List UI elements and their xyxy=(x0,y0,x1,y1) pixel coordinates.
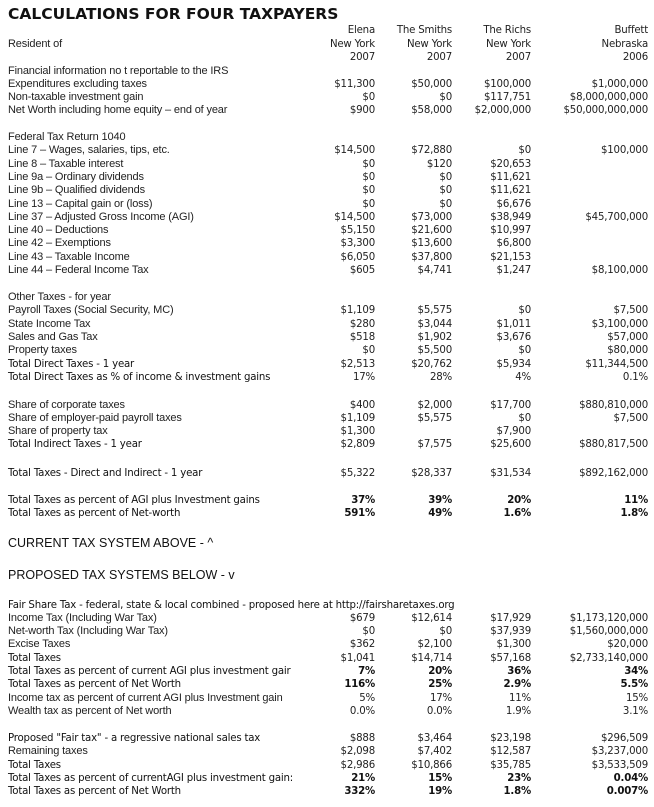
table-row xyxy=(0,759,654,772)
cell-col-2: $10,997 xyxy=(490,225,531,237)
row-label: Total Taxes xyxy=(8,759,61,771)
cell-col-3: $892,162,000 xyxy=(579,468,648,479)
row-label: Share of property tax xyxy=(8,425,108,438)
cell-col-2: $37,939 xyxy=(490,626,531,638)
table-row xyxy=(0,785,654,798)
cell-col-3: 1.8% xyxy=(620,508,648,519)
cell-col-2: $21,153 xyxy=(490,251,531,263)
cell-col-1: $7,575 xyxy=(417,439,452,451)
row-label: Total Direct Taxes - 1 year xyxy=(8,358,135,370)
table-row xyxy=(0,652,654,665)
cell-col-0: $14,500 xyxy=(334,145,375,157)
cell-col-0: 37% xyxy=(351,494,375,506)
cell-col-1: $2,000 xyxy=(417,399,452,411)
table-row xyxy=(0,104,654,117)
cell-col-2: $25,600 xyxy=(490,439,531,451)
row-label: Share of corporate taxes xyxy=(8,398,125,411)
cell-col-2: $100,000 xyxy=(483,78,531,90)
row-label: Other Taxes - for year xyxy=(8,291,111,303)
table-row xyxy=(0,638,654,651)
cell-col-1: $73,000 xyxy=(411,211,452,223)
cell-col-3: $7,500 xyxy=(613,412,648,424)
cell-col-2: 20% xyxy=(507,494,531,506)
row-label: Share of employer-paid payroll taxes xyxy=(8,411,182,424)
row-label: Line 42 – Exemptions xyxy=(8,237,111,250)
row-label: Income Tax (Including War Tax) xyxy=(8,611,157,624)
taxpayer-year: 2006 xyxy=(622,52,648,63)
page-title: CALCULATIONS FOR FOUR TAXPAYERS xyxy=(8,5,339,23)
cell-col-0: $0 xyxy=(362,198,375,210)
cell-col-3: $50,000,000,000 xyxy=(563,105,648,117)
table-row xyxy=(0,412,654,425)
cell-col-2: $31,534 xyxy=(490,468,531,479)
cell-col-2: 1.9% xyxy=(505,705,531,717)
cell-col-0: $900 xyxy=(349,105,375,117)
table-row xyxy=(0,91,654,104)
cell-col-1: 25% xyxy=(428,679,452,691)
cell-col-1: $13,600 xyxy=(411,238,452,250)
cell-col-1: 20% xyxy=(428,666,452,677)
table-row xyxy=(0,198,654,211)
row-label: Line 40 – Deductions xyxy=(8,224,109,237)
cell-col-3: $2,733,140,000 xyxy=(569,652,648,664)
cell-col-2: 1.8% xyxy=(503,786,531,798)
cell-col-1: $21,600 xyxy=(411,225,452,237)
taxpayer-name: Elena xyxy=(347,25,375,36)
row-label: Total Indirect Taxes - 1 year xyxy=(8,439,142,451)
cell-col-3: $80,000 xyxy=(607,345,648,357)
row-label: Net Worth including home equity – end of year xyxy=(8,104,228,117)
cell-col-3: 5.5% xyxy=(620,679,648,691)
cell-col-1: $58,000 xyxy=(411,105,452,117)
cell-col-3: 0.1% xyxy=(622,371,648,383)
table-row xyxy=(0,331,654,344)
cell-col-1: 0.0% xyxy=(426,705,452,717)
taxpayer-year: 2007 xyxy=(349,52,375,63)
row-label: Total Taxes as percent of current AGI plus investment gair xyxy=(8,666,291,677)
taxpayer-name: The Richs xyxy=(483,25,531,36)
cell-col-1: 15% xyxy=(428,772,452,784)
cell-col-0: $362 xyxy=(349,639,375,651)
cell-col-1: $20,762 xyxy=(411,358,452,370)
cell-col-0: $888 xyxy=(349,733,375,744)
row-label: Excise Taxes xyxy=(8,638,71,651)
cell-col-2: 11% xyxy=(508,692,531,704)
table-row xyxy=(0,264,654,277)
cell-col-3: 3.1% xyxy=(622,705,648,717)
cell-col-3: $100,000 xyxy=(600,145,648,157)
table-row xyxy=(0,318,654,331)
cell-col-2: $1,247 xyxy=(496,265,531,276)
table-row xyxy=(0,745,654,758)
row-label: Payroll Taxes (Social Security, MC) xyxy=(8,304,174,317)
cell-col-0: $0 xyxy=(362,158,375,170)
cell-col-0: $1,109 xyxy=(340,412,375,424)
table-row xyxy=(0,184,654,197)
cell-col-0: $679 xyxy=(349,612,375,624)
cell-col-0: $0 xyxy=(362,345,375,357)
cell-col-0: $2,986 xyxy=(340,759,375,771)
table-row xyxy=(0,158,654,171)
cell-col-0: $2,098 xyxy=(340,746,375,758)
current-system-note: CURRENT TAX SYSTEM ABOVE - ^ xyxy=(8,536,214,550)
cell-col-3: 34% xyxy=(624,666,648,677)
section-heading xyxy=(0,65,654,78)
cell-col-3: $880,810,000 xyxy=(579,399,648,411)
cell-col-0: 5% xyxy=(359,692,375,704)
table-row xyxy=(0,237,654,250)
cell-col-1: $3,044 xyxy=(417,318,452,330)
cell-col-1: $0 xyxy=(439,198,452,210)
section-heading xyxy=(0,131,654,144)
cell-col-0: $3,300 xyxy=(340,238,375,250)
cell-col-1: $37,800 xyxy=(411,251,452,263)
table-row xyxy=(0,692,654,705)
cell-col-1: $5,575 xyxy=(417,412,452,424)
cell-col-3: $3,533,509 xyxy=(591,759,648,771)
cell-col-2: $11,621 xyxy=(490,185,531,197)
cell-col-2: $12,587 xyxy=(490,746,531,758)
cell-col-1: 28% xyxy=(429,371,452,383)
cell-col-2: $1,011 xyxy=(496,318,531,330)
row-label: Line 9b – Qualified dividends xyxy=(8,184,145,197)
table-row xyxy=(0,705,654,718)
row-label: Line 37 – Adjusted Gross Income (AGI) xyxy=(8,210,194,223)
cell-col-0: $400 xyxy=(349,399,375,411)
cell-col-0: $518 xyxy=(349,331,375,343)
cell-col-2: 23% xyxy=(507,772,531,784)
cell-col-1: 17% xyxy=(429,692,452,704)
table-row xyxy=(0,425,654,438)
cell-col-1: $50,000 xyxy=(411,78,452,90)
cell-col-0: $6,050 xyxy=(340,251,375,263)
row-label: Sales and Gas Tax xyxy=(8,330,98,343)
cell-col-3: $1,560,000,000 xyxy=(569,626,648,638)
row-label: Line 8 – Taxable interest xyxy=(8,157,124,170)
cell-col-2: 4% xyxy=(515,371,531,383)
cell-col-1: $12,614 xyxy=(411,612,452,624)
cell-col-1: $72,880 xyxy=(411,145,452,157)
cell-col-2: $57,168 xyxy=(490,652,531,664)
row-label: Property taxes xyxy=(8,344,77,357)
cell-col-3: $11,344,500 xyxy=(585,358,648,370)
cell-col-0: $605 xyxy=(349,265,375,276)
table-row xyxy=(0,772,654,785)
cell-col-2: $35,785 xyxy=(490,759,531,771)
table-row xyxy=(0,507,654,520)
header-years xyxy=(0,51,654,64)
cell-col-3: $1,000,000 xyxy=(591,78,648,90)
taxpayer-name: Buffett xyxy=(614,25,648,36)
cell-col-1: $2,100 xyxy=(417,639,452,651)
row-label: Financial information no t reportable to the IRS xyxy=(8,64,229,77)
cell-col-3: $45,700,000 xyxy=(585,211,648,223)
table-row xyxy=(0,665,654,678)
row-label: Non-taxable investment gain xyxy=(8,91,144,104)
cell-col-0: $0 xyxy=(362,92,375,104)
row-label: Line 13 – Capital gain or (loss) xyxy=(8,197,153,210)
cell-col-1: $1,902 xyxy=(417,331,452,343)
cell-col-1: $0 xyxy=(439,92,452,104)
cell-col-3: $1,173,120,000 xyxy=(569,612,648,624)
row-label: Total Taxes as percent of currentAGI plus investment gain: xyxy=(8,772,294,784)
cell-col-0: $1,041 xyxy=(340,652,375,664)
table-row xyxy=(0,358,654,371)
cell-col-0: $1,109 xyxy=(340,305,375,317)
cell-col-0: 116% xyxy=(344,679,375,691)
cell-col-1: $28,337 xyxy=(411,468,452,479)
cell-col-3: 11% xyxy=(624,494,648,506)
cell-col-1: $0 xyxy=(439,171,452,183)
cell-col-2: $38,949 xyxy=(490,211,531,223)
table-row xyxy=(0,438,654,451)
row-label: Line 9a – Ordinary dividends xyxy=(8,170,144,183)
cell-col-1: $3,464 xyxy=(417,733,452,744)
cell-col-3: $3,100,000 xyxy=(591,318,648,330)
cell-col-0: $0 xyxy=(362,626,375,638)
cell-col-3: $20,000 xyxy=(607,639,648,651)
row-label: State Income Tax xyxy=(8,317,91,330)
cell-col-0: 0.0% xyxy=(349,705,375,717)
cell-col-2: 2.9% xyxy=(503,679,531,691)
cell-col-2: $0 xyxy=(518,412,531,424)
table-row xyxy=(0,494,654,507)
taxpayer-year: 2007 xyxy=(505,52,531,63)
cell-col-1: 19% xyxy=(428,786,452,798)
table-row xyxy=(0,344,654,357)
cell-col-3: $7,500 xyxy=(613,305,648,317)
cell-col-3: 0.04% xyxy=(613,772,648,784)
cell-col-2: $1,300 xyxy=(496,639,531,651)
cell-col-0: $11,300 xyxy=(334,78,375,90)
table-row xyxy=(0,732,654,745)
row-label: Income tax as percent of current AGI plus Investment gain xyxy=(8,691,283,704)
cell-col-1: $0 xyxy=(439,626,452,638)
cell-col-2: $23,198 xyxy=(490,733,531,744)
cell-col-2: 36% xyxy=(507,666,531,677)
section-heading xyxy=(0,599,654,612)
cell-col-3: $3,237,000 xyxy=(591,746,648,758)
row-label: Net-worth Tax (Including War Tax) xyxy=(8,625,168,638)
cell-col-1: 39% xyxy=(428,494,452,506)
cell-col-1: 49% xyxy=(428,508,452,519)
row-label: Total Taxes xyxy=(8,652,61,664)
resident-of-label xyxy=(0,38,654,51)
row-label: Proposed "Fair tax" - a regressive national sales tax xyxy=(8,733,261,744)
cell-col-0: $1,300 xyxy=(340,426,375,438)
row-label: Federal Tax Return 1040 xyxy=(8,131,126,143)
row-label: Line 43 – Taxable Income xyxy=(8,250,130,263)
row-label: Total Taxes as percent of Net Worth xyxy=(8,786,181,798)
table-row xyxy=(0,399,654,412)
cell-col-2: $3,676 xyxy=(496,331,531,343)
total-taxes-row xyxy=(0,467,654,480)
cell-col-1: $4,741 xyxy=(417,265,452,276)
table-row xyxy=(0,371,654,384)
cell-col-3: 0.007% xyxy=(606,786,648,798)
cell-col-1: $5,575 xyxy=(417,305,452,317)
taxpayer-name: The Smiths xyxy=(396,25,452,36)
cell-col-2: $2,000,000 xyxy=(474,105,531,117)
cell-col-0: $280 xyxy=(349,318,375,330)
table-row xyxy=(0,625,654,638)
taxpayer-state: Nebraska xyxy=(601,38,648,50)
cell-col-1: $5,500 xyxy=(417,345,452,357)
table-row xyxy=(0,224,654,237)
section-heading xyxy=(0,291,654,304)
table-row xyxy=(0,171,654,184)
cell-col-0: $2,513 xyxy=(340,358,375,370)
taxpayer-year: 2007 xyxy=(426,52,452,63)
cell-col-1: $120 xyxy=(426,158,452,170)
cell-col-2: $17,929 xyxy=(490,612,531,624)
cell-col-1: $0 xyxy=(439,185,452,197)
taxpayer-state: New York xyxy=(406,38,452,50)
table-row xyxy=(0,211,654,224)
cell-col-2: $11,621 xyxy=(490,171,531,183)
proposed-systems-note: PROPOSED TAX SYSTEMS BELOW - v xyxy=(8,568,235,582)
table-row xyxy=(0,612,654,625)
row-label: Total Taxes - Direct and Indirect - 1 year xyxy=(8,468,203,479)
row-label: Remaining taxes xyxy=(8,745,88,758)
cell-col-1: $10,866 xyxy=(411,759,452,771)
cell-col-3: $880,817,500 xyxy=(579,439,648,451)
row-label: Total Taxes as percent of AGI plus Investment gains xyxy=(8,494,260,506)
row-label: Resident of xyxy=(8,37,62,50)
header-names xyxy=(0,24,654,37)
cell-col-0: 21% xyxy=(351,772,375,784)
taxpayer-state: New York xyxy=(485,38,531,50)
cell-col-3: $296,509 xyxy=(600,733,648,744)
taxpayer-state: New York xyxy=(329,38,375,50)
cell-col-3: 15% xyxy=(625,692,648,704)
cell-col-2: $0 xyxy=(518,145,531,157)
cell-col-0: $14,500 xyxy=(334,211,375,223)
row-label: Total Direct Taxes as % of income & investment gains xyxy=(8,371,271,383)
cell-col-2: $6,676 xyxy=(496,198,531,210)
row-label: Wealth tax as percent of Net worth xyxy=(8,704,172,717)
cell-col-2: $20,653 xyxy=(490,158,531,170)
table-row xyxy=(0,144,654,157)
cell-col-0: $0 xyxy=(362,185,375,197)
cell-col-3: $57,000 xyxy=(607,331,648,343)
cell-col-2: $6,800 xyxy=(496,238,531,250)
cell-col-0: 332% xyxy=(344,786,375,798)
cell-col-0: $5,322 xyxy=(340,468,375,479)
cell-col-0: $5,150 xyxy=(340,225,375,237)
cell-col-1: $14,714 xyxy=(411,652,452,664)
cell-col-1: $7,402 xyxy=(417,746,452,758)
cell-col-2: $0 xyxy=(518,345,531,357)
cell-col-3: $8,000,000,000 xyxy=(569,92,648,104)
table-row xyxy=(0,78,654,91)
cell-col-2: $7,900 xyxy=(496,426,531,438)
table-row xyxy=(0,304,654,317)
table-row xyxy=(0,251,654,264)
cell-col-2: 1.6% xyxy=(503,508,531,519)
cell-col-0: $2,809 xyxy=(340,439,375,451)
table-row xyxy=(0,678,654,691)
cell-col-0: 17% xyxy=(352,371,375,383)
row-label: Expenditures excluding taxes xyxy=(8,77,147,90)
cell-col-2: $5,934 xyxy=(496,358,531,370)
cell-col-0: 591% xyxy=(344,508,375,519)
cell-col-2: $0 xyxy=(518,305,531,317)
row-label: Total Taxes as percent of Net-worth xyxy=(8,508,181,519)
row-label: Total Taxes as percent of Net Worth xyxy=(8,679,181,691)
cell-col-0: $0 xyxy=(362,171,375,183)
cell-col-0: 7% xyxy=(358,666,375,677)
cell-col-2: $117,751 xyxy=(483,92,531,104)
row-label: Line 7 – Wages, salaries, tips, etc. xyxy=(8,144,170,157)
row-label: Fair Share Tax - federal, state & local combined - proposed here at http://fairsharetaxes.org xyxy=(8,599,455,611)
cell-col-3: $8,100,000 xyxy=(591,265,648,276)
cell-col-2: $17,700 xyxy=(490,399,531,411)
row-label: Line 44 – Federal Income Tax xyxy=(8,264,149,276)
